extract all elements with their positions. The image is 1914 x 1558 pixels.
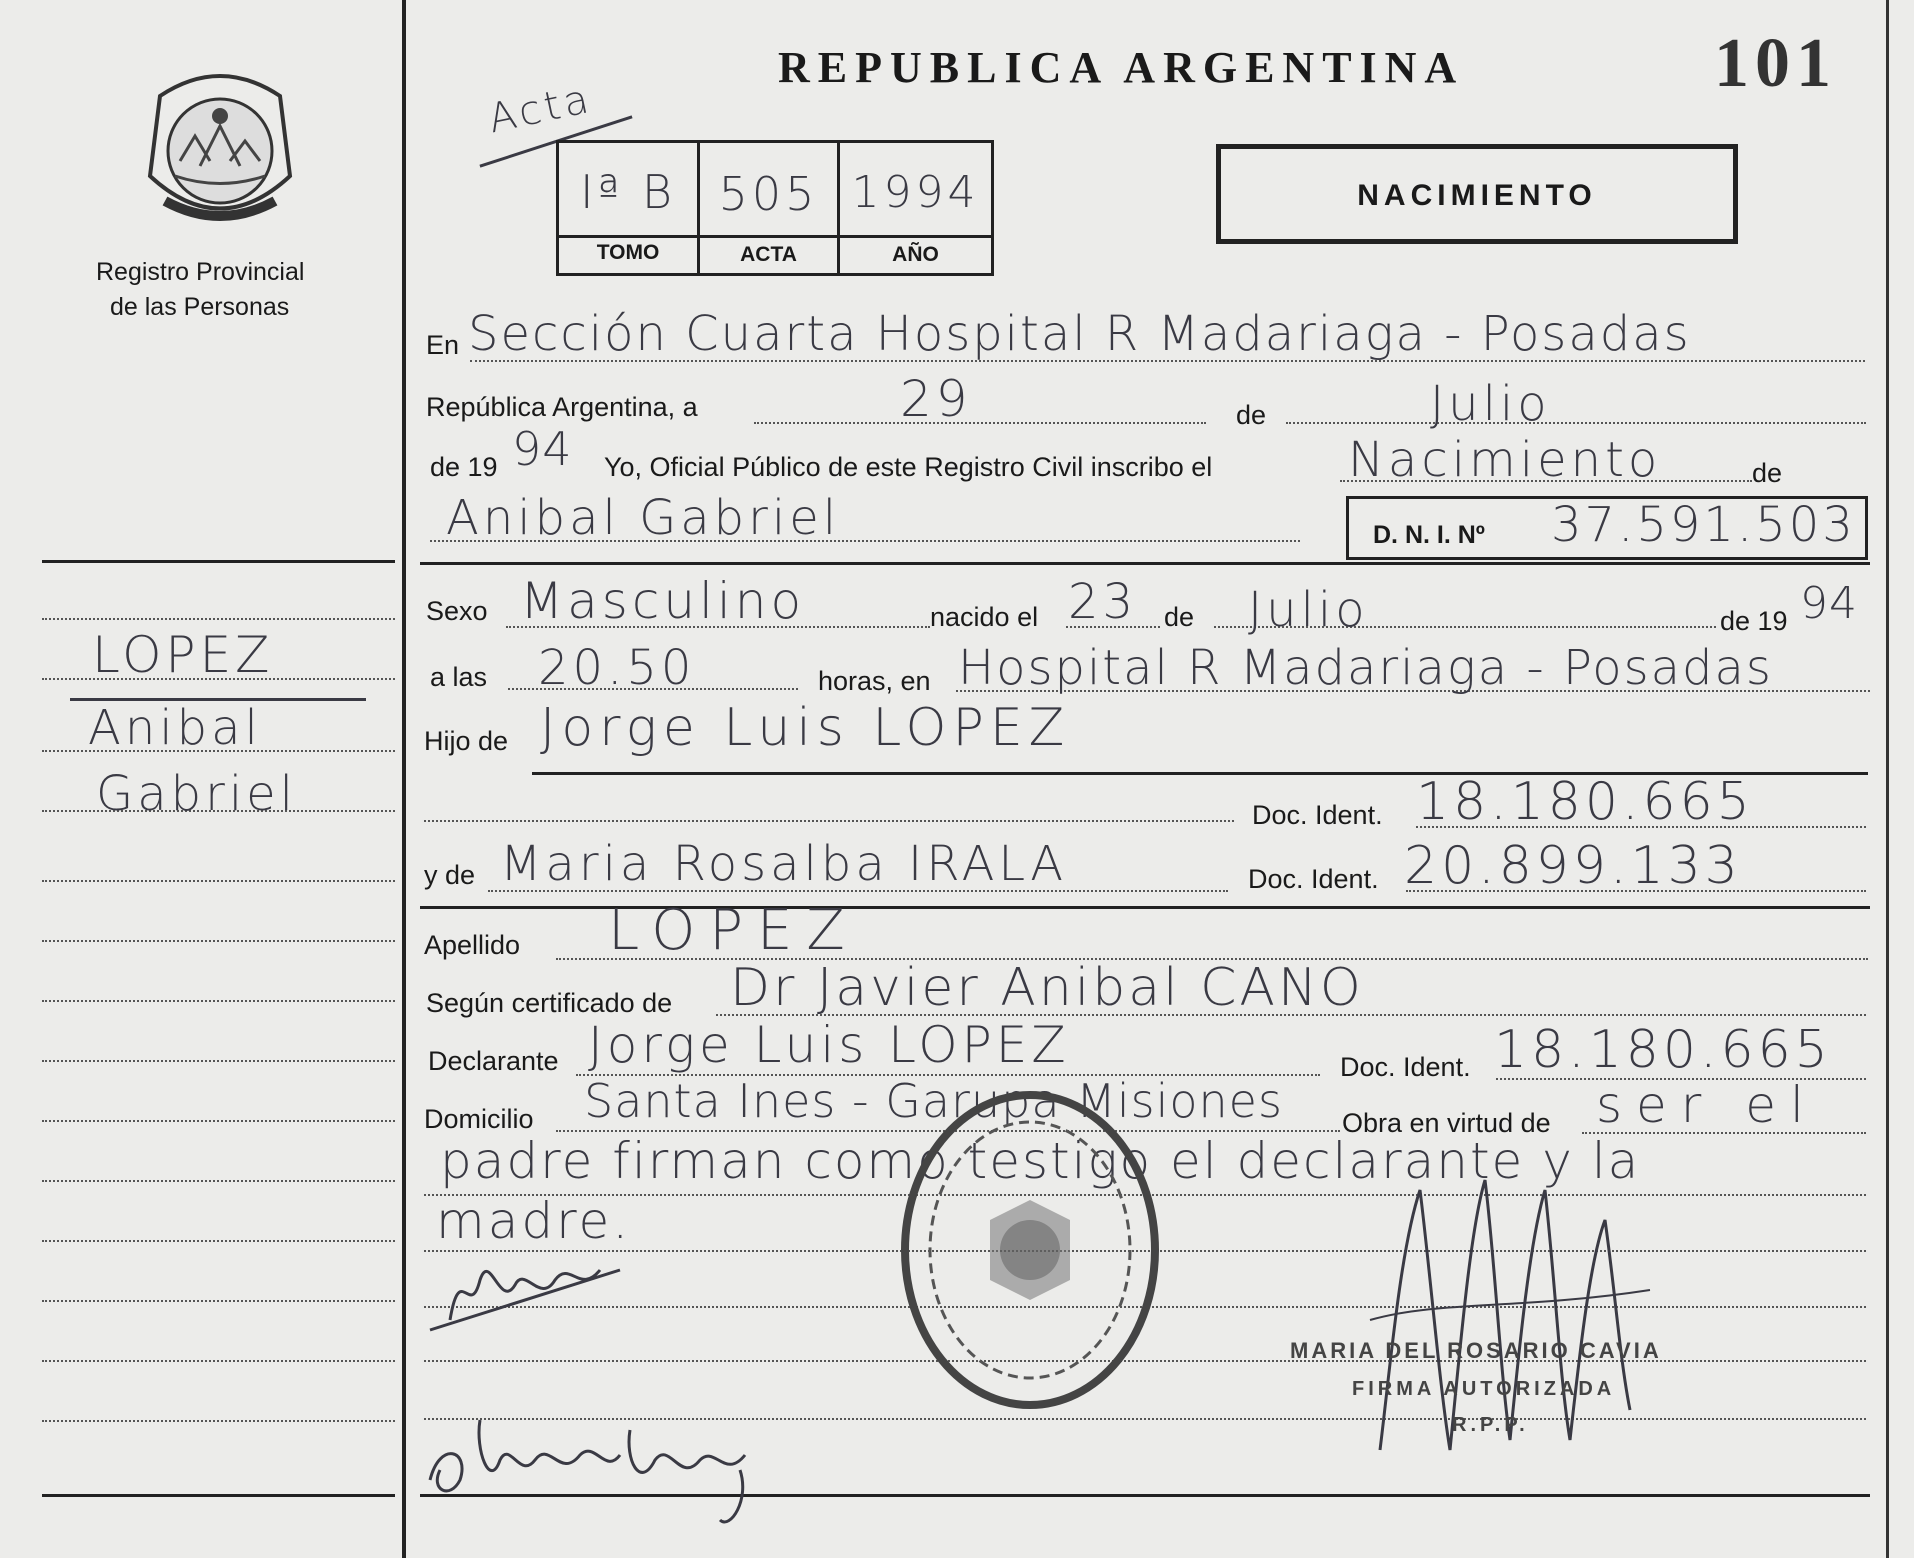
mother-value: Maria Rosalba IRALA <box>500 836 1068 892</box>
sidebar-dotted-line <box>42 618 395 620</box>
y-de-label: y de <box>424 860 476 890</box>
de-label: de <box>1236 400 1267 430</box>
declarante-doc: 18.180.665 <box>1494 1020 1832 1080</box>
anio-label: AÑO <box>892 243 939 266</box>
declarante-value: Jorge Luis LOPEZ <box>588 1016 1070 1074</box>
obs-text-2: madre. <box>436 1192 632 1250</box>
record-type: NACIMIENTO <box>1357 179 1597 212</box>
father-doc: 18.180.665 <box>1416 772 1754 832</box>
sidebar-dotted-line <box>42 1120 395 1122</box>
birth-year-value: 94 <box>1800 578 1858 629</box>
day-line <box>754 422 1206 424</box>
father-doc-spacer <box>424 820 1234 822</box>
sidebar-rule <box>42 1494 395 1497</box>
declarante-doc-label: Doc. Ident. <box>1340 1052 1471 1082</box>
year-value: 94 <box>512 422 573 476</box>
sidebar-dotted-line <box>42 1300 395 1302</box>
obra-value: ser el <box>1596 1076 1818 1134</box>
sexo-value: Masculino <box>520 572 806 630</box>
sidebar-dotted-line <box>42 880 395 882</box>
sidebar-given-name-1: Anibal <box>88 700 262 756</box>
time-value: 20.50 <box>538 640 696 696</box>
acta-label: ACTA <box>740 243 797 266</box>
tomo-value: Iª B <box>580 165 676 219</box>
segun-value: Dr Javier Anibal CANO <box>730 958 1364 1018</box>
tomo-label: TOMO <box>596 241 660 264</box>
registry-table <box>556 140 994 276</box>
obs-text-1: padre firman como testigo el declarante y la <box>440 1132 1641 1190</box>
nacido-label: nacido el <box>930 602 1039 632</box>
sidebar-dotted-line <box>42 1360 395 1362</box>
sidebar-dotted-line <box>42 1180 395 1182</box>
registry-name-line2: de las Personas <box>110 293 290 321</box>
right-border <box>1886 0 1889 1558</box>
table-row-divider <box>559 235 991 238</box>
hijo-label: Hijo de <box>424 726 509 756</box>
mother-doc: 20.899.133 <box>1404 836 1742 896</box>
margin-note: Acta <box>484 75 597 143</box>
dni-value: 37.591.503 <box>1551 497 1856 553</box>
acta-value: 505 <box>718 167 819 221</box>
registry-name-line1: Registro Provincial <box>96 258 305 286</box>
birth-year-prefix: de 19 <box>1720 606 1788 636</box>
en-label: En <box>426 330 460 360</box>
dni-box <box>1346 496 1868 560</box>
anio-value: 1994 <box>851 167 980 218</box>
record-type-box <box>1216 144 1738 244</box>
sidebar-surname: LOPEZ <box>92 626 274 684</box>
place-value: Hospital R Madariaga - Posadas <box>958 640 1773 696</box>
apellido-label: Apellido <box>424 930 521 960</box>
domicilio-label: Domicilio <box>424 1104 534 1134</box>
stamp-role: FIRMA AUTORIZADA <box>1352 1378 1616 1400</box>
day-value: 29 <box>900 370 972 428</box>
stamp-org: R.P.P. <box>1452 1414 1529 1436</box>
a-las-label: a las <box>430 662 488 692</box>
father-doc-label: Doc. Ident. <box>1252 800 1383 830</box>
mother-doc-label: Doc. Ident. <box>1248 864 1379 894</box>
oficial-text: Yo, Oficial Público de este Registro Civil inscribo el <box>604 452 1213 482</box>
country-title: REPUBLICA ARGENTINA <box>778 43 1465 92</box>
month-value: Julio <box>1430 376 1551 432</box>
dni-label: D. N. I. Nº <box>1373 521 1485 549</box>
name-value: Anibal Gabriel <box>446 490 841 546</box>
horas-label: horas, en <box>818 666 931 696</box>
declarante-label: Declarante <box>428 1046 559 1076</box>
official-seal <box>880 1080 1180 1420</box>
sidebar-dotted-line <box>42 1060 395 1062</box>
sidebar-given-name-2: Gabriel <box>96 766 298 822</box>
de-label-3: de <box>1164 602 1195 632</box>
sidebar-rule <box>42 560 395 563</box>
domicilio-value: Santa Ines - Garupa Misiones <box>584 1074 1283 1128</box>
segun-label: Según certificado de <box>426 988 673 1018</box>
en-value: Sección Cuarta Hospital R Madariaga - Posadas <box>468 306 1691 362</box>
birth-day: 23 <box>1068 574 1138 630</box>
year-prefix: de 19 <box>430 452 498 482</box>
republica-label: República Argentina, a <box>426 392 698 422</box>
witness-signature-2 <box>420 1400 800 1540</box>
section-rule <box>420 562 1870 565</box>
sidebar-dotted-line <box>42 1000 395 1002</box>
month-line <box>1286 422 1866 424</box>
obra-label: Obra en virtud de <box>1342 1108 1551 1138</box>
birth-month: Julio <box>1248 582 1369 638</box>
sexo-label: Sexo <box>426 596 488 626</box>
sidebar-dotted-line <box>42 940 395 942</box>
sidebar-divider <box>402 0 406 1558</box>
province-emblem <box>140 66 300 231</box>
de-label-2: de <box>1752 458 1783 488</box>
sidebar-dotted-line <box>42 1420 395 1422</box>
witness-signature-1 <box>420 1240 650 1340</box>
father-value: Jorge Luis LOPEZ <box>540 698 1071 758</box>
sidebar-dotted-line <box>42 1240 395 1242</box>
page-number: 101 <box>1714 25 1837 102</box>
acto-value: Nacimiento <box>1348 432 1662 488</box>
stamp-name: MARIA DEL ROSARIO CAVIA <box>1290 1338 1662 1363</box>
apellido-value: LOPEZ <box>608 898 859 963</box>
